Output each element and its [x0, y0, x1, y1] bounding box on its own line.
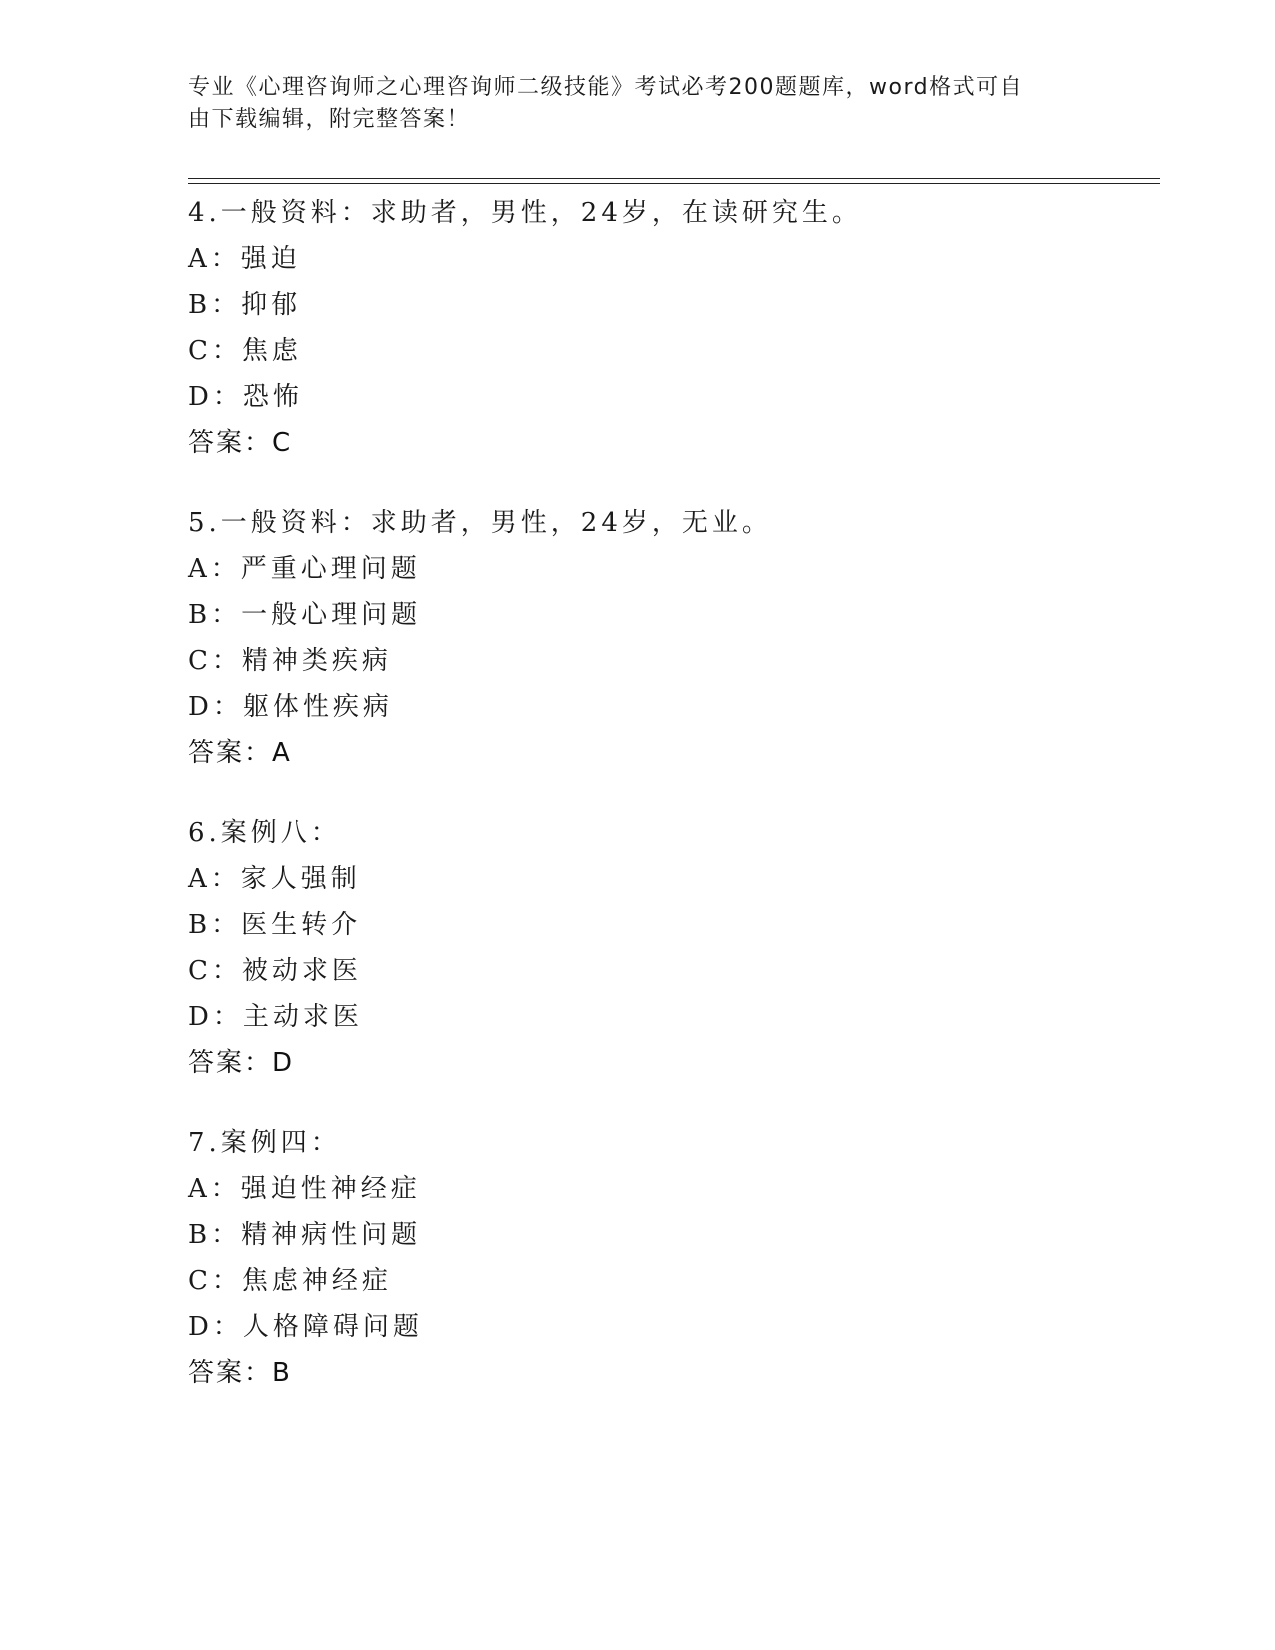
header-divider-top: [188, 178, 1160, 179]
option-d: D：躯体性疾病: [188, 692, 393, 722]
answer-line: 答案：A: [188, 738, 292, 768]
document-header: [188, 72, 1068, 136]
question-item: [188, 1120, 1160, 1396]
answer-line: 答案：C: [188, 428, 293, 458]
question-item: [188, 500, 1160, 776]
answer-line: 答案：D: [188, 1048, 295, 1078]
question-item: [188, 190, 1160, 466]
option-d: D：主动求医: [188, 1002, 363, 1032]
option-a: A：家人强制: [188, 864, 361, 894]
question-list: [188, 190, 1160, 1430]
option-b: B：抑郁: [188, 290, 302, 320]
option-c: C：焦虑神经症: [188, 1266, 392, 1296]
option-d: D：恐怖: [188, 382, 303, 412]
header-line-2: 由下载编辑，附完整答案！: [188, 107, 471, 132]
question-stem: 4.一般资料：求助者，男性，24岁，在读研究生。: [188, 198, 862, 228]
option-d: D：人格障碍问题: [188, 1312, 423, 1342]
question-stem: 6.案例八：: [188, 818, 341, 848]
option-b: B：医生转介: [188, 910, 362, 940]
option-a: A：强迫性神经症: [188, 1174, 421, 1204]
option-c: C：精神类疾病: [188, 646, 392, 676]
question-stem: 5.一般资料：求助者，男性，24岁，无业。: [188, 508, 772, 538]
header-divider-bottom: [188, 183, 1160, 184]
header-line-1: 专业《心理咨询师之心理咨询师二级技能》考试必考200题题库，word格式可自: [188, 75, 1024, 100]
question-stem: 7.案例四：: [188, 1128, 341, 1158]
option-c: C：焦虑: [188, 336, 302, 366]
option-b: B：精神病性问题: [188, 1220, 422, 1250]
option-c: C：被动求医: [188, 956, 362, 986]
option-a: A：严重心理问题: [188, 554, 421, 584]
option-b: B：一般心理问题: [188, 600, 422, 630]
question-item: [188, 810, 1160, 1086]
answer-line: 答案：B: [188, 1358, 292, 1388]
option-a: A：强迫: [188, 244, 301, 274]
